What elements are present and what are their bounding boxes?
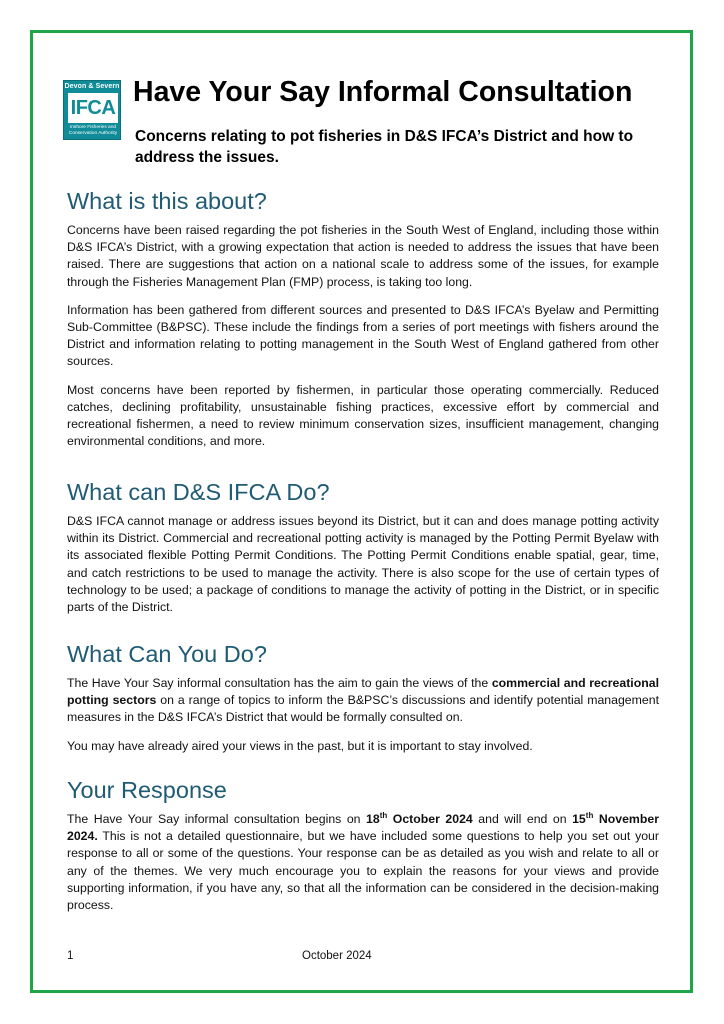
paragraph: You may have already aired your views in the past, but it is important to stay involved. (67, 738, 533, 753)
footer-date: October 2024 (302, 950, 372, 962)
section-heading-you-do: What Can You Do? (67, 641, 267, 667)
paragraph (67, 811, 659, 914)
bold-text: commercial and recreational potting sectors (67, 676, 659, 708)
section-heading-about: What is this about? (67, 188, 267, 214)
paragraph (67, 675, 659, 727)
ifca-logo (63, 80, 121, 140)
footer-page-number: 1 (67, 950, 74, 962)
paragraph: Concerns have been raised regarding the pot fisheries in the South West of England, including those within D&S IFCA’s District, with a growing expectation that action is needed to address the issues that have been raised. There are suggestions that action on a national scale to address some of the issues, for example through the Fisheries Management Plan (FMP) process, is taking too long. (67, 223, 659, 289)
text: on a range of topics to inform the B&PSC’s discussions and identify potential management measures in the D&S IFCA’s District that would be formally consulted on. (67, 693, 659, 725)
section-heading-ifca-do: What can D&S IFCA Do? (67, 479, 330, 505)
section-about (67, 222, 659, 461)
logo-top-text: Devon & Severn (64, 83, 120, 90)
document-subtitle: Concerns relating to pot fisheries in D&S IFCA’s District and how to address the issues. (135, 128, 634, 166)
paragraph: Information has been gathered from different sources and presented to D&S IFCA’s Byelaw and Permitting Sub-Committee (B&PSC). These include the findings from a series of port meetings with fishers around the District and information relating to potting management in the South West of England gathered from other sources. (67, 302, 659, 369)
section-heading-response: Your Response (67, 777, 227, 803)
section-you-do (67, 675, 659, 766)
text: and will end on (472, 812, 573, 826)
text: The Have Your Say informal consultation has the aim to gain the views of the (67, 676, 492, 690)
paragraph: D&S IFCA cannot manage or address issues beyond its District, but it can and does manage potting activity within its District. Commercial and recreational potting activity is managed by the Potting Permit Byelaw with its associated flexible Potting Permit Conditions. The Potting Permit Conditions enable spatial, gear, time, and catch restrictions to be used to manage the activity. There is also scope for the use of certain types of technology to be used; a package of conditions to manage the activity of potting in the District, or in specific parts of the District. (67, 514, 659, 615)
logo-bottom-text: Inshore Fisheries and Conservation Authority (68, 125, 118, 136)
paragraph: Most concerns have been reported by fishermen, in particular those operating commercially. Reduced catches, declining profitability, unsustainable fishing practices, excessive effort by commercial and recreational fishermen, a need to review minimum conservation sizes, insufficient management, changing environmental conditions, and more. (67, 382, 659, 449)
text: This is not a detailed questionnaire, but we have included some questions to help you set out your response to all or some of the questions. Your response can be as detailed as you wish and relate to all or any of the themes. We very much encourage you to explain the reasons for your views and provide supporting information, if you have any, so that all the information can be considered in the decision-making process. (67, 829, 659, 913)
text: The Have Your Say informal consultation begins on (67, 812, 367, 826)
document-title: Have Your Say Informal Consultation (133, 76, 633, 108)
end-date: 15th November 2024. (67, 810, 659, 844)
start-date: 18th October 2024 (366, 810, 473, 826)
section-ifca-do (67, 513, 659, 627)
logo-main-text: IFCA (68, 93, 118, 123)
section-response (67, 811, 659, 925)
